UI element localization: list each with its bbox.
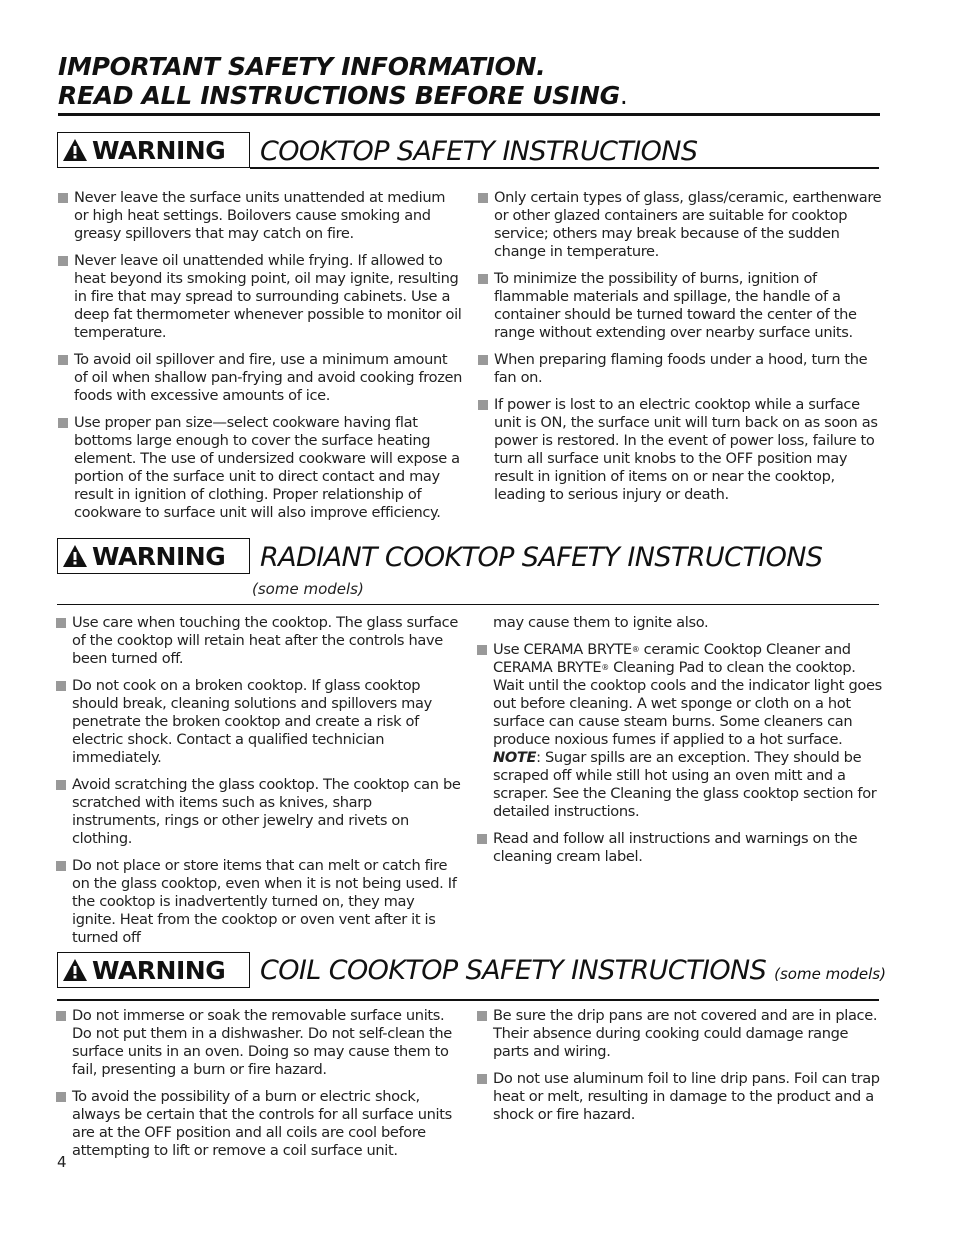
page-title [58,52,888,110]
note-label: NOTE [493,749,537,766]
section-title-radiant: RADIANT COOKTOP SAFETY INSTRUCTIONS [260,542,823,573]
warning-triangle-icon [62,544,88,568]
warning-triangle-icon [62,958,88,982]
list-item: Never leave the surface units unattended at medium or high heat settings. Boilovers cause smoking and greasy spillovers that may catch on fire. [58,189,463,243]
warning-label: WARNING [92,541,226,571]
registered-mark: ® [601,663,609,672]
cerama-text-2: ceramic Cooktop Cleaner and CERAMA BRYTE [493,641,851,676]
registered-mark: ® [631,645,640,654]
list-item: Use care when touching the cooktop. The glass surface of the cooktop will retain heat after the controls have been turned off. [56,614,461,668]
coil-left-column [56,1007,461,1169]
list-item: Only certain types of glass, glass/ceramic, earthenware or other glazed containers are suitable for cooktop service; others may break because of the sudden change in temperature. [478,189,883,261]
section-title-coil [260,955,886,986]
list-item [477,641,882,821]
list-item: Do not cook on a broken cooktop. If glass cooktop should break, cleaning solutions and spillovers may penetrate the broken cooktop and create a risk of electric shock. Contact a qualified technician immediately. [56,677,461,767]
warning-label: WARNING [92,135,226,165]
list-item: Never leave oil unattended while frying. If allowed to heat beyond its smoking point, oil may ignite, resulting in fire that may spread to surrounding cabinets. Use a deep fat thermometer whenever possible to monitor oil temperature. [58,252,463,342]
list-item: Use proper pan size—select cookware having flat bottoms large enough to cover the surface heating element. The use of undersized cookware will expose a portion of the surface unit to direct contact and may result in ignition of clothing. Proper relationship of cookware to surface unit will also improve efficiency. [58,414,463,522]
cooktop-right-column [478,189,883,513]
list-item: Avoid scratching the glass cooktop. The cooktop can be scratched with items such as knives, sharp instruments, rings or other jewelry and rivets on clothing. [56,776,461,848]
warning-badge [57,132,250,168]
section-divider [250,167,879,169]
warning-triangle-icon [62,138,88,162]
list-item-continued: may cause them to ignite also. [493,614,709,631]
list-item: Do not place or store items that can melt or catch fire on the glass cooktop, even when it is not being used. If the cooktop is inadvertently turned on, they may ignite. Heat from the cooktop or oven vent after it is turned off [56,857,461,947]
warning-badge [57,952,250,988]
page-title-line2-wrap [58,81,888,110]
list-item: Do not use aluminum foil to line drip pans. Foil can trap heat or melt, resulting in damage to the product and a shock or fire hazard. [477,1070,882,1124]
section-divider [57,999,879,1001]
list-item: When preparing flaming foods under a hood, turn the fan on. [478,351,883,387]
radiant-left-column [56,614,461,956]
cerama-text-1: Use CERAMA BRYTE [493,641,632,658]
page-title-line2: READ ALL INSTRUCTIONS BEFORE USING [58,81,620,110]
warning-badge [57,538,250,574]
list-item: If power is lost to an electric cooktop while a surface unit is ON, the surface unit will turn back on as soon as power is restored. In the event of power loss, failure to turn all surface unit knobs to the OFF position may result in ignition of items on or near the cooktop, leading to serious injury or death. [478,396,883,504]
cooktop-left-column [58,189,463,531]
list-item: To avoid the possibility of a burn or electric shock, always be certain that the controls for all surface units are at the OFF position and all coils are cool before attempting to lift or remove a coil surface unit. [56,1088,461,1160]
section-divider [57,604,879,605]
list-item: Be sure the drip pans are not covered and are in place. Their absence during cooking could damage range parts and wiring. [477,1007,882,1061]
title-divider [58,113,880,116]
page-title-line1: IMPORTANT SAFETY INFORMATION. [58,52,546,81]
list-item: To avoid oil spillover and fire, use a minimum amount of oil when shallow pan-frying and avoid cooking frozen foods with excessive amounts of ice. [58,351,463,405]
section-title-coil-text: COIL COOKTOP SAFETY INSTRUCTIONS [260,955,767,986]
warning-label: WARNING [92,955,226,985]
radiant-right-column [477,614,882,875]
note-text: : Sugar spills are an exception. They should be scraped off while still hot using an oven mitt and a scraper. See the Cleaning the glass cooktop section for detailed instructions. [493,749,877,820]
section-subtitle: (some models) [774,965,886,983]
page-title-period: . [619,81,628,110]
page-number: 4 [57,1153,67,1171]
section-subtitle: (some models) [252,580,364,598]
section-title-cooktop: COOKTOP SAFETY INSTRUCTIONS [260,136,698,167]
list-item: Read and follow all instructions and warnings on the cleaning cream label. [477,830,882,866]
cerama-text-3: Cleaning Pad to clean the cooktop. Wait until the cooktop cools and the indicator light goes out before cleaning. A wet sponge or cloth on a hot surface can cause steam burns. Some cleaners can produce noxious fumes if applied to a hot surface. [493,659,882,748]
coil-right-column [477,1007,882,1133]
list-item: Do not immerse or soak the removable surface units. Do not put them in a dishwasher. Do not self-clean the surface units in an oven. Doing so may cause them to fail, presenting a burn or fire hazard. [56,1007,461,1079]
list-item: To minimize the possibility of burns, ignition of flammable materials and spillage, the handle of a container should be turned toward the center of the range without extending over nearby surface units. [478,270,883,342]
